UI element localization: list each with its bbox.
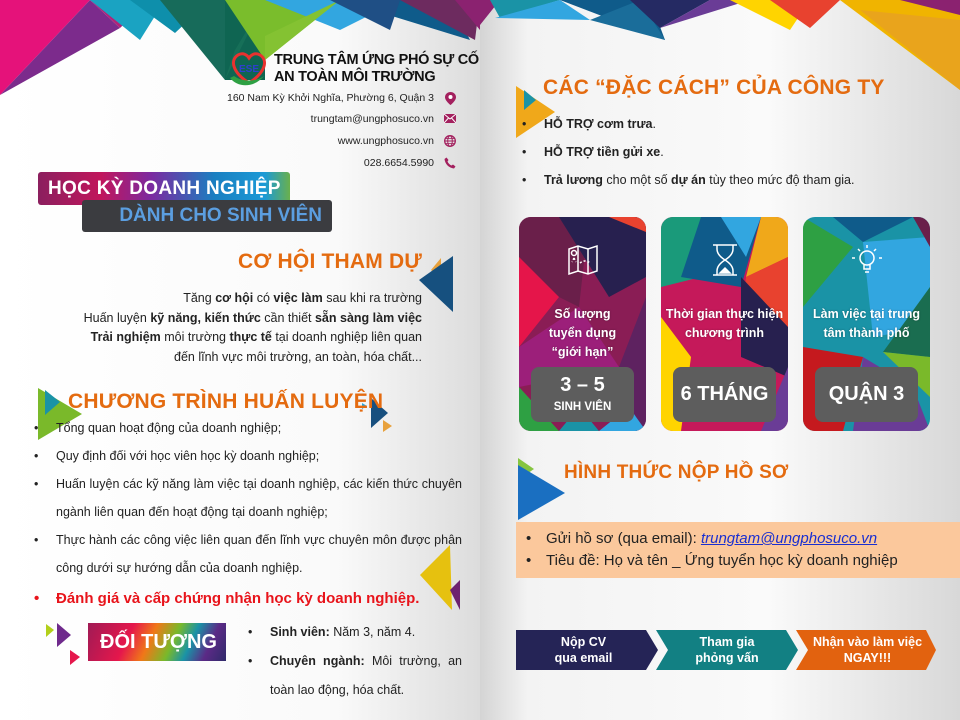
stat-card-recruitment	[519, 217, 646, 431]
perks-heading: CÁC “ĐẶC CÁCH” CỦA CÔNG TY	[543, 76, 885, 99]
card-value: 6 THÁNG	[680, 383, 769, 405]
opportunity-line-4: đến lĩnh vực môi trường, an toàn, hóa chất...	[174, 349, 422, 364]
audience-list	[244, 618, 462, 705]
perk-item: • Trả lương cho một số dự án tùy theo mức độ tham gia.	[518, 166, 938, 194]
right-page	[480, 0, 960, 720]
card-label: Số lượng tuyển dụng “giới hạn”	[548, 307, 617, 359]
map-icon	[519, 243, 646, 282]
stat-card-duration	[661, 217, 788, 431]
contact-website[interactable]	[338, 135, 456, 147]
card-label: Thời gian thực hiện chương trình	[665, 307, 784, 340]
training-item: • Huấn luyện các kỹ năng làm việc tại doanh nghiệp, các kiến thức chuyên ngành liên quan đến hoạt động tại doanh nghiệp;	[30, 470, 462, 526]
submission-heading: HÌNH THỨC NỘP HỒ SƠ	[564, 462, 789, 483]
phone-text[interactable]: 028.6654.5990	[363, 157, 434, 169]
heart-hand-logo-icon	[228, 48, 270, 90]
submission-email-link[interactable]: trungtam@ungphosuco.vn	[700, 530, 878, 547]
opportunity-line-1: Tăng cơ hội có việc làm sau khi ra trường	[183, 291, 422, 305]
training-list	[30, 414, 462, 616]
perk-item: • HỖ TRỢ tiền gửi xe.	[518, 138, 938, 166]
program-banner-title: HỌC KỲ DOANH NGHIỆP	[38, 172, 290, 205]
step-hired: Nhận vào làm việc NGAY!!!	[812, 635, 923, 665]
submission-subject-line: • Tiêu đề: Họ và tên _ Ứng tuyển học kỳ doanh nghiệp	[516, 550, 960, 572]
training-item: • Quy định đối với học viên học kỳ doanh nghiệp;	[30, 442, 462, 470]
svg-text:ESE: ESE	[238, 64, 260, 75]
globe-icon	[444, 135, 456, 147]
contact-phone[interactable]	[364, 157, 456, 169]
contact-address	[227, 92, 456, 104]
location-pin-icon	[444, 92, 456, 104]
audience-banner	[88, 623, 226, 661]
audience-item: • Chuyên ngành: Môi trường, an toàn lao động, hóa chất.	[244, 647, 462, 705]
card-value-box	[815, 367, 918, 422]
audience-heading: ĐỐI TƯỢNG	[100, 631, 217, 653]
perks-list	[518, 110, 938, 194]
perk-item: • HỖ TRỢ cơm trưa.	[518, 110, 938, 138]
stat-card-location	[803, 217, 930, 431]
org-name-line2: AN TOÀN MÔI TRƯỜNG	[274, 69, 436, 85]
opportunity-line-2: Huấn luyện kỹ năng, kiến thức cần thiết sẵn sàng làm việc	[83, 310, 422, 325]
opportunity-text	[84, 289, 422, 367]
contact-email[interactable]	[311, 113, 456, 125]
opportunity-heading: CƠ HỘI THAM DỰ	[238, 250, 422, 273]
organization-logo	[228, 48, 479, 90]
card-value-box	[531, 367, 634, 422]
card-value-unit: SINH VIÊN	[553, 401, 612, 413]
address-text: 160 Nam Kỳ Khởi Nghĩa, Phường 6, Quận 3	[227, 92, 434, 104]
training-item: • Tổng quan hoạt động của doanh nghiệp;	[30, 414, 462, 442]
website-text[interactable]: www.ungphosuco.vn	[337, 135, 434, 147]
email-text[interactable]: trungtam@ungphosuco.vn	[310, 113, 434, 125]
phone-icon	[444, 157, 456, 169]
step-interview: Tham gia phỏng vấn	[695, 635, 759, 665]
training-item: • Thực hành các công việc liên quan đến lĩnh vực chuyên môn được phân công dưới sự hướng dẫn của doanh nghiệp.	[30, 526, 462, 582]
audience-item: • Sinh viên: Năm 3, năm 4.	[244, 618, 462, 647]
card-label: Làm việc tại trung tâm thành phố	[813, 307, 920, 340]
card-value: QUẬN 3	[828, 383, 905, 405]
envelope-icon	[444, 113, 456, 125]
training-highlight: • Đánh giá và cấp chứng nhận học kỳ doanh nghiệp.	[30, 582, 462, 616]
hourglass-icon	[661, 243, 788, 282]
submission-email-line: • Gửi hồ sơ (qua email): trungtam@ungphosuco.vn	[516, 528, 960, 550]
opportunity-line-3: Trải nghiệm môi trường thực tế tại doanh nghiệp liên quan	[90, 330, 422, 344]
submission-instructions	[516, 522, 960, 578]
training-heading: CHƯƠNG TRÌNH HUẤN LUYỆN	[68, 390, 384, 413]
program-banner-subtitle: DÀNH CHO SINH VIÊN	[82, 200, 332, 232]
card-value: 3 – 5	[560, 374, 605, 396]
lightbulb-icon	[803, 243, 930, 282]
org-name-line1: TRUNG TÂM ỨNG PHÓ SỰ CỐ	[274, 52, 479, 68]
step-submit-cv: Nộp CV qua email	[554, 635, 613, 665]
card-value-box	[673, 367, 776, 422]
